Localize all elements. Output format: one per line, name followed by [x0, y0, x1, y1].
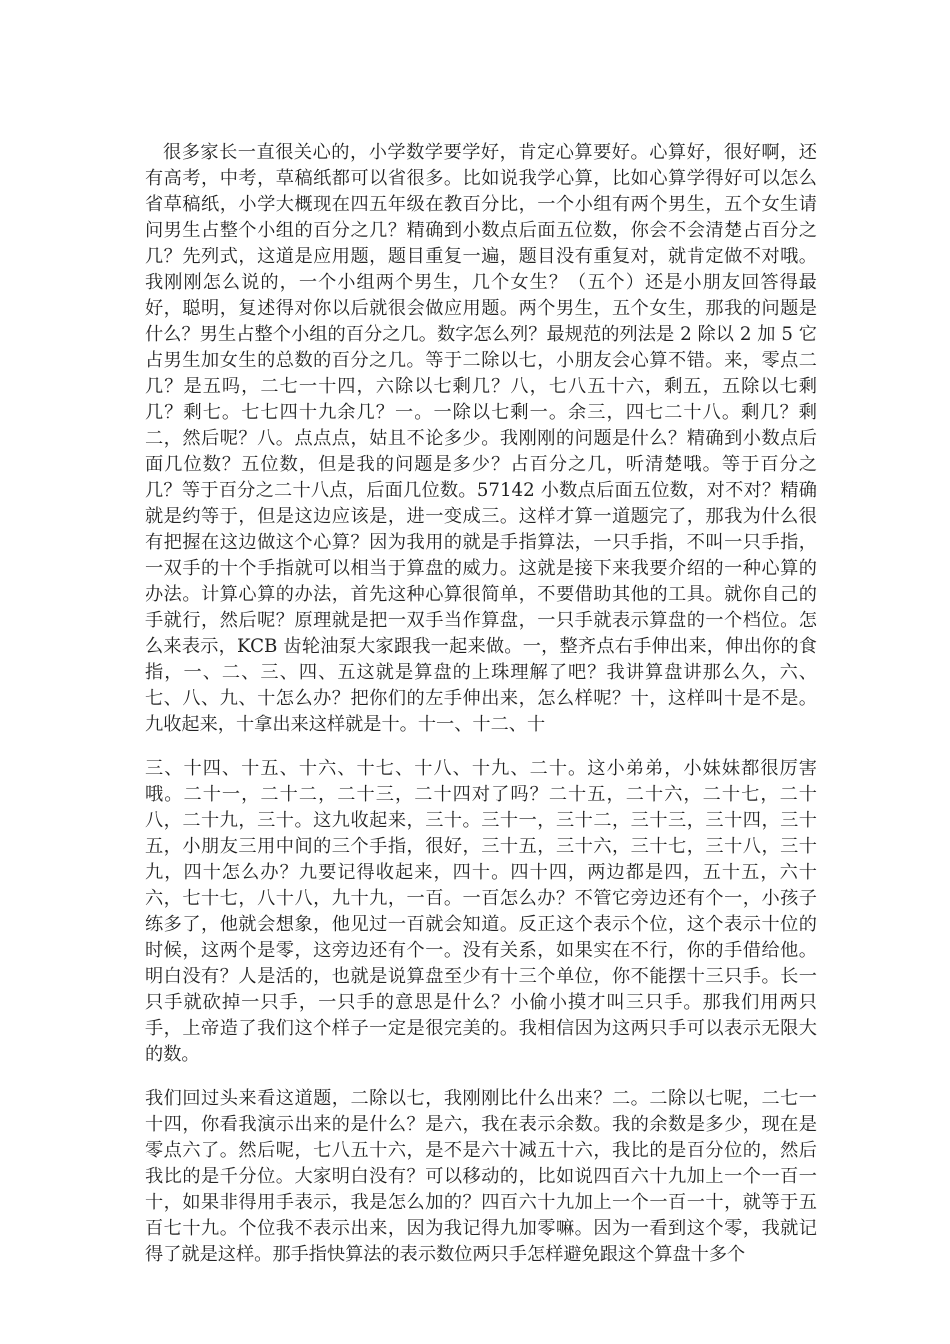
paragraph-1: 很多家长一直很关心的，小学数学要学好，肯定心算要好。心算好，很好啊，还有高考，中考，草稿纸都可以省很多。比如说我学心算，比如心算学得好可以怎么省草稿纸，小学大概现在四五年级在教百分比，一个小组有两个男生，五个女生请问男生占整个小组的百分之几？精确到小数点后面五位数，你会不会清楚占百分之几？先列式，这道是应用题，题目重复一遍，题目没有重复对，就肯定做不对哦。我刚刚怎么说的，一个小组两个男生，几个女生？（五个）还是小朋友回答得最好，聪明，复述得对你以后就很会做应用题。两个男生，五个女生，那我的问题是什么？男生占整个小组的百分之几。数字怎么列？最规范的列法是 2 除以 2 加 5 它占男生加女生的总数的百分之几。等于二除以七，小朋友会心算不错。来，零点二几？是五吗，二七一十四，六除以七剩几？八，七八五十六，剩五，五除以七剩几？剩七。七七四十九余几？一。一除以七剩一。余三，四七二十八。剩几？剩二，然后呢？八。点点点，姑且不论多少。我刚刚的问题是什么？精确到小数点后面几位数？五位数，但是我的问题是多少？占百分之几，听清楚哦。等于百分之几？等于百分之二十八点，后面几位数。57142 小数点后面五位数，对不对？精确就是约等于，但是这边应该是，进一变成三。这样才算一道题完了，那我为什么很有把握在这边做这个心算？因为我用的就是手指算法，一只手指，不叫一只手指，一双手的十个手指就可以相当于算盘的威力。这就是接下来我要介绍的一种心算的办法。计算心算的办法，首先这种心算很简单，不要借助其他的工具。就你自己的手就行，然后呢？原理就是把一双手当作算盘，一只手就表示算盘的一个档位。怎么来表示，KCB 齿轮油泵大家跟我一起来做。一，整齐点右手伸出来，伸出你的食指，一、二、三、四、五这就是算盘的上珠理解了吧？我讲算盘讲那么久，六、七、八、九、十怎么办？把你们的左手伸出来，怎么样呢？十，这样叫十是不是。九收起来，十拿出来这样就是十。十一、十二、十: [145, 142, 817, 735]
paragraph-2: 三、十四、十五、十六、十七、十八、十九、二十。这小弟弟，小妹妹都很厉害哦。二十一，二十二，二十三，二十四对了吗？二十五，二十六，二十七，二十八，二十九，三十。这九收起来，三十。三十一，三十二，三十三，三十四，三十五，小朋友三用中间的三个手指，很好，三十五，三十六，三十七，三十八，三十九，四十怎么办？九要记得收起来，四十。四十四，两边都是四，五十五，六十六，七十七，八十八，九十九，一百。一百怎么办？不管它旁边还有个一，小孩子练多了，他就会想象，他见过一百就会知道。反正这个表示个位，这个表示十位的时候，这两个是零，这旁边还有个一。没有关系，如果实在不行，你的手借给他。明白没有？人是活的，也就是说算盘至少有十三个单位，你不能摆十三只手。长一只手就砍掉一只手，一只手的意思是什么？小偷小摸才叫三只手。那我们用两只手，上帝造了我们这个样子一定是很完美的。我相信因为这两只手可以表示无限大的数。: [145, 758, 817, 1065]
paragraph-3: 我们回过头来看这道题，二除以七，我刚刚比什么出来？二。二除以七呢，二七一十四，你看我演示出来的是什么？是六，我在表示余数。我的余数是多少，现在是零点六了。然后呢，七八五十六，是不是六十减五十六，我比的是百分位的，然后我比的是千分位。大家明白没有？可以移动的，比如说四百六十九加上一个一百一十，如果非得用手表示，我是怎么加的？四百六十九加上一个一百一十，就等于五百七十九。个位我不表示出来，因为我记得九加零嘛。因为一看到这个零，我就记得了就是这样。那手指快算法的表示数位两只手怎样避免跟这个算盘十多个: [145, 1088, 817, 1265]
document-body: [145, 140, 817, 1286]
